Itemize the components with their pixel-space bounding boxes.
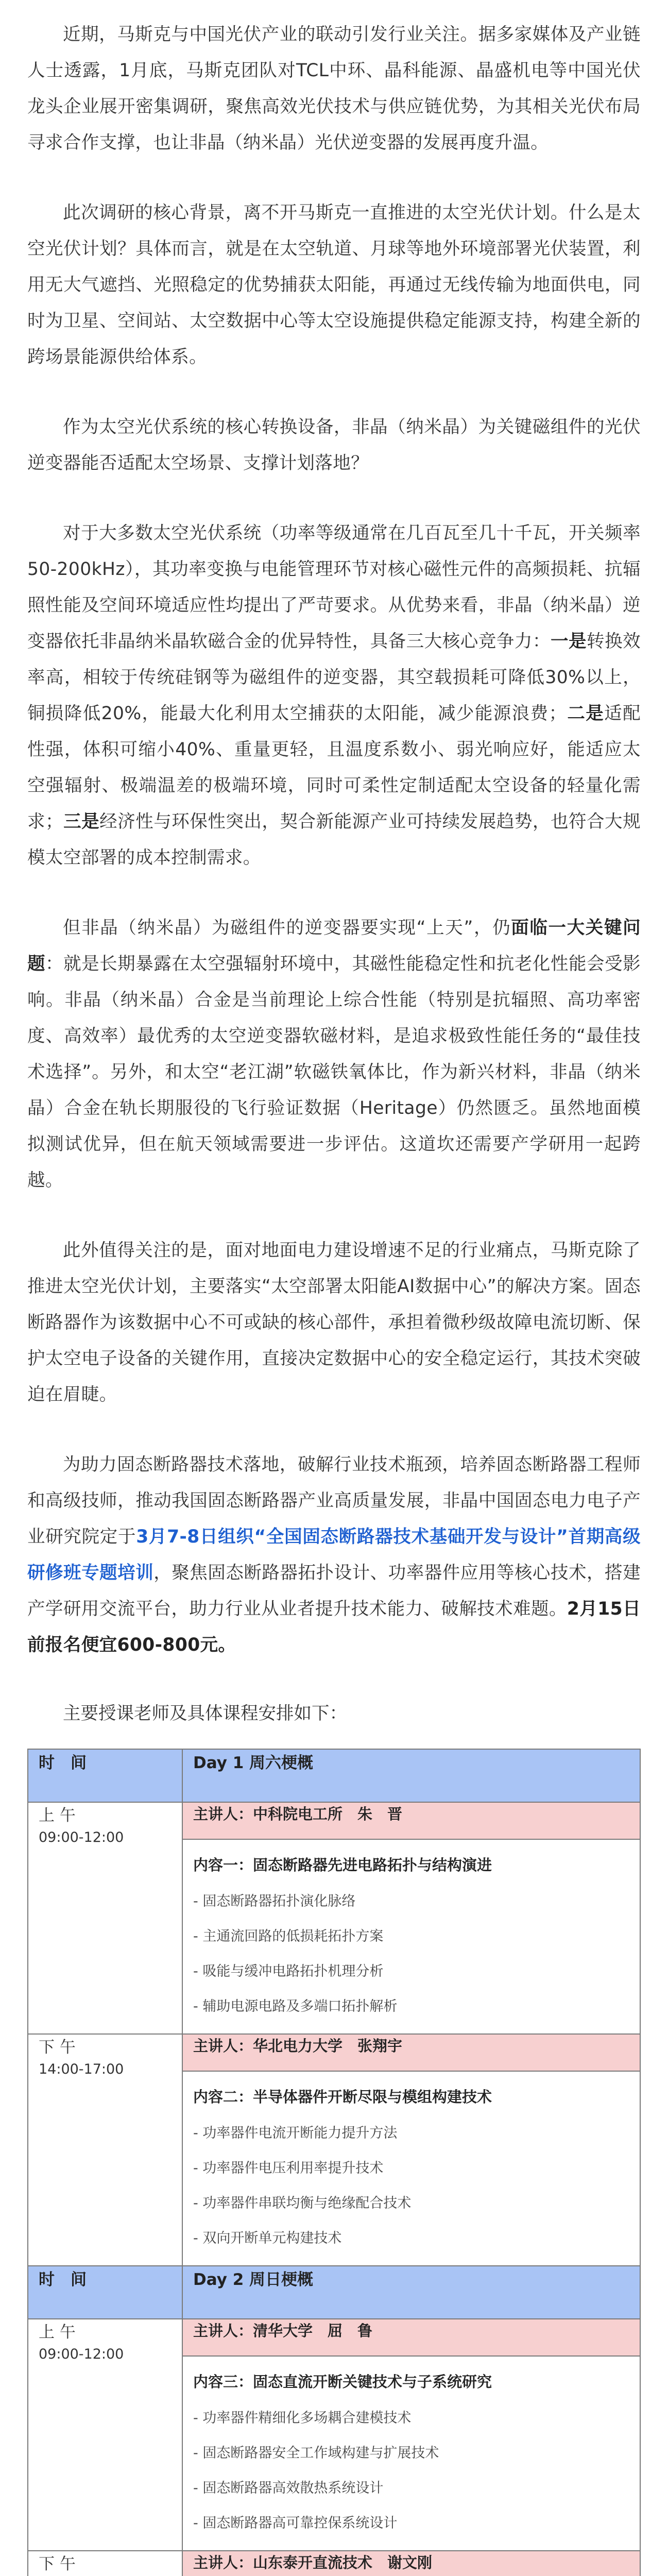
time-column-header: 时 间 [28, 1749, 182, 1802]
speaker-label: 主讲人：清华大学 屈 鲁 [182, 2319, 640, 2356]
bold-run: 2月15日前报名便宜600-800元。 [27, 1599, 641, 1655]
content-item: - 固态断路器安全工作域构建与扩展技术 [193, 2445, 439, 2461]
content-item: - 功率器件串联均衡与绝缘配合技术 [193, 2195, 412, 2211]
time-period: 下 午 [39, 2038, 76, 2057]
bold-run: 一是 [550, 631, 587, 652]
text-run: 但非晶（纳米晶）为磁组件的逆变器要实现“上天”，仍 [63, 918, 511, 938]
content-item: - 固态断路器高可靠控保系统设计 [193, 2515, 398, 2531]
day-label: Day 1 周六梗概 [182, 1749, 640, 1802]
day-header-row [28, 2266, 640, 2319]
time-period: 上 午 [39, 2323, 76, 2342]
content-cell [182, 1839, 640, 2034]
paragraph-4 [27, 515, 641, 876]
content-cell [182, 2071, 640, 2266]
schedule-intro: 主要授课老师及具体课程安排如下： [63, 1703, 347, 1724]
content-item: - 辅助电源电路及多端口拓扑解析 [193, 1998, 398, 2014]
speaker-label: 主讲人：中科院电工所 朱 晋 [182, 1802, 640, 1839]
bold-run: 三是 [63, 811, 100, 832]
paragraph-7 [27, 1447, 641, 1663]
time-hours: 09:00-12:00 [39, 1829, 124, 1845]
text-run: 经济性与环保性突出，契合新能源产业可持续发展趋势，也符合大规模太空部署的成本控制需求。 [27, 811, 641, 868]
speaker-row [28, 2551, 640, 2576]
speaker-row [28, 2319, 640, 2356]
day-header-row [28, 1749, 640, 1802]
article-body [27, 0, 641, 2576]
text-run: 对于大多数太空光伏系统（功率等级通常在几百瓦至几十千瓦，开关频率50-200kHz），其功率变换与电能管理环节对核心磁性元件的高频损耗、抗辐照性能及空间环境适应性均提出了严苛要求。从优势来看，非晶（纳米晶）逆变器依托非晶纳米晶软磁合金的优异特性，具备三大核心竞争力： [27, 523, 641, 652]
text-run: 转换效率高，相较于传统硅钢等为磁组件的逆变器，其空载损耗可降低30%以上，铜损降低20%，能最大化利用太空捕获的太阳能，减少能源浪费； [27, 631, 641, 724]
time-hours: 09:00-12:00 [39, 2346, 124, 2362]
text-run: ，聚焦固态断路器拓扑设计、功率器件应用等核心技术，搭建产学研用交流平台，助力行业从业者提升技术能力、破解技术难题。 [27, 1563, 641, 1619]
time-hours: 14:00-17:00 [39, 2061, 124, 2077]
day-label: Day 2 周日梗概 [182, 2266, 640, 2319]
bold-run: 二是 [567, 703, 605, 724]
speaker-label: 主讲人：山东泰开直流技术 谢文刚 [182, 2551, 640, 2576]
paragraph-3: 作为太空光伏系统的核心转换设备，非晶（纳米晶）为关键磁组件的光伏逆变器能否适配太空场景、支撑计划落地？ [27, 417, 641, 473]
content-item: - 固态断路器拓扑演化脉络 [193, 1893, 356, 1909]
time-column-header: 时 间 [28, 2266, 182, 2319]
time-cell [28, 2319, 182, 2551]
paragraph-2: 此次调研的核心背景，离不开马斯克一直推进的太空光伏计划。什么是太空光伏计划？具体而言，就是在太空轨道、月球等地外环境部署光伏装置，利用无大气遮挡、光照稳定的优势捕获太阳能，再通过无线传输为地面供电，同时为卫星、空间站、太空数据中心等太空设施提供稳定能源支持，构建全新的跨场景能源供给体系。 [27, 202, 641, 367]
text-run: 适配性强，体积可缩小40%、重量更轻，且温度系数小、弱光响应好，能适应太空强辐射、极端温差的极端环境，同时可柔性定制适配太空设备的轻量化需求； [27, 703, 641, 832]
speaker-label: 主讲人：华北电力大学 张翔宇 [182, 2034, 640, 2071]
content-item: - 功率器件电压利用率提升技术 [193, 2160, 384, 2176]
schedule-table [27, 1749, 641, 2576]
text-run: ：就是长期暴露在太空强辐射环境中，其磁性能稳定性和抗老化性能会受影响。非晶（纳米晶）合金是当前理论上综合性能（特别是抗辐照、高功率密度、高效率）最优秀的太空逆变器软磁材料，是追求极致性能任务的“最佳技术选择”。另外，和太空“老江湖”软磁铁氧体比，作为新兴材料，非晶（纳米晶）合金在轨长期服役的飞行验证数据（Heritage）仍然匮乏。虽然地面模拟测试优异，但在航天领域需要进一步评估。这道坎还需要产学研用一起跨越。 [27, 954, 641, 1191]
time-cell [28, 2034, 182, 2266]
content-item: - 主通流回路的低损耗拓扑方案 [193, 1928, 384, 1944]
paragraph-6: 此外值得关注的是，面对地面电力建设增速不足的行业痛点，马斯克除了推进太空光伏计划，主要落实“太空部署太阳能AI数据中心”的解决方案。固态断路器作为该数据中心不可或缺的核心部件，承担着微秒级故障电流切断、保护太空电子设备的关键作用，直接决定数据中心的安全稳定运行，其技术突破迫在眉睫。 [27, 1240, 641, 1405]
speaker-row [28, 2034, 640, 2071]
content-cell [182, 2356, 640, 2551]
content-item: - 双向开断单元构建技术 [193, 2230, 342, 2246]
paragraph-1: 近期，马斯克与中国光伏产业的联动引发行业关注。据多家媒体及产业链人士透露，1月底，马斯克团队对TCL中环、晶科能源、晶盛机电等中国光伏龙头企业展开密集调研，聚焦高效光伏技术与供应链优势，为其相关光伏布局寻求合作支撑，也让非晶（纳米晶）光伏逆变器的发展再度升温。 [27, 24, 641, 153]
highlight-run: 3月7-8日组织“全国固态断路器技术基础开发与设计”首期高级研修班专题培训 [27, 1527, 641, 1583]
time-period: 上 午 [39, 1806, 76, 1825]
text-run: 为助力固态断路器技术落地，破解行业技术瓶颈，培养固态断路器工程师和高级技师，推动我国固态断路器产业高质量发展，非晶中国固态电力电子产业研究院定于 [27, 1454, 641, 1547]
content-item: - 功率器件精细化多场耦合建模技术 [193, 2410, 412, 2426]
content-title: 内容一：固态断路器先进电路拓扑与结构演进 [193, 1856, 492, 1874]
content-title: 内容二：半导体器件开断尽限与模组构建技术 [193, 2088, 492, 2106]
content-item: - 固态断路器高效散热系统设计 [193, 2480, 384, 2496]
time-cell [28, 2551, 182, 2576]
content-item: - 功率器件电流开断能力提升方法 [193, 2125, 398, 2141]
content-title: 内容三：固态直流开断关键技术与子系统研究 [193, 2373, 492, 2391]
paragraph-5 [27, 910, 641, 1198]
time-cell [28, 1802, 182, 2034]
time-period: 下 午 [39, 2555, 76, 2573]
bold-run: 面临一大关键问题 [27, 918, 641, 974]
content-item: - 吸能与缓冲电路拓扑机理分析 [193, 1963, 384, 1979]
speaker-row [28, 1802, 640, 1839]
